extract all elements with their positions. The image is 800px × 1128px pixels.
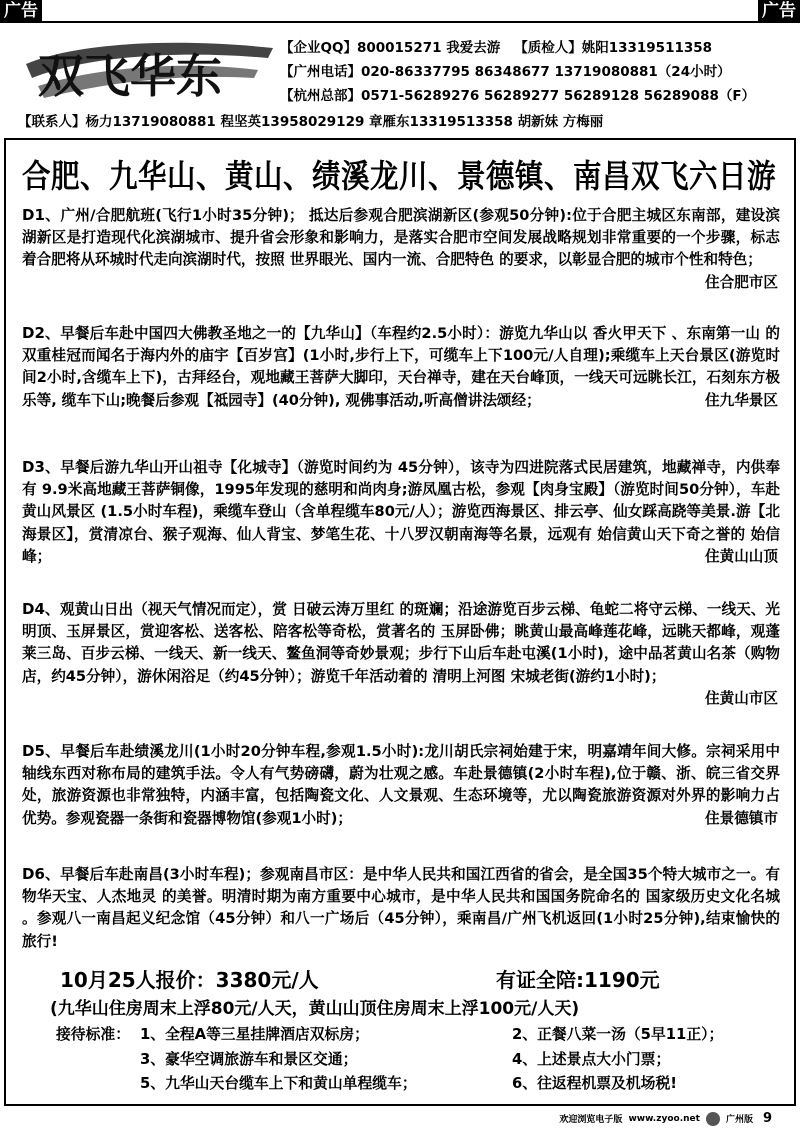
day-stay: 住九华景区	[705, 391, 778, 409]
qq-value: 800015271 我爱去游	[356, 40, 501, 56]
gz-phone-value: 020-86337795 86348677 13719080881（24小时）	[361, 64, 731, 80]
standard-item: 1、全程A等三星挂牌酒店双标房；	[140, 1026, 369, 1043]
people-value: 杨力13719080881 程坚英13958029129 章雁东13319513358 胡新妹 方梅丽	[85, 114, 604, 130]
day-text: ；游览千年活动着的 清明上河图 宋城老街(游约1小时)；	[296, 667, 666, 685]
ad-tag-right: 广告	[758, 0, 800, 22]
standards-label: 接待标准：	[56, 1026, 130, 1043]
day-label: D2、	[22, 324, 61, 342]
day-text: ：游览九华山以 香火甲天下 、东南第一山 的双重桂冠而闻名于海内外的庙宇	[22, 325, 780, 365]
brand-logo-text: 双飞华东	[38, 49, 222, 103]
day-text: ；游览西海景区、排云亭、仙女踩高跷等美景.游	[437, 503, 751, 521]
day-1	[22, 204, 780, 294]
day-highlight: 参观八一南昌起义纪念馆（45分钟）和八一广场后（45分钟）	[36, 910, 443, 928]
footer-text: 欢迎浏览电子版	[559, 1115, 623, 1125]
day-highlight: 【化城寺】（游览时间约为 45分钟）	[222, 459, 456, 476]
day-highlight: 车赴景德镇(2小时车程)	[453, 765, 611, 783]
day-stay: 住景德镇市	[705, 809, 778, 827]
day-highlight: 【北海景区】	[22, 503, 780, 543]
day-text: ，赏清凉台、猴子观海、仙人背宝、梦笔生花、十八罗汉朝南海等名景，远观有 始信黄山天下奇之誉的 始信峰；	[22, 525, 781, 565]
header	[18, 30, 782, 135]
day-highlight: 【百岁宫】(1小时,步行上下，可缆车上下100元/人自理);乘缆车上天台景区(游览时间2小时,含缆车上下)	[22, 347, 780, 387]
day-highlight: 车赴绩溪龙川(1小时20分钟车程,参观1.5小时)	[104, 743, 419, 760]
day-highlight: 车赴南昌(3小时车程)	[104, 866, 246, 883]
day-highlight: 晚餐后参观【祗园寺】(40分钟)	[126, 391, 335, 409]
day-text: ，古拜经台，观地藏王菩萨大脚印，天台禅寺，建在天台峰顶，一线天可远眺长江，石刻东方极乐等, 缆车下山;	[22, 369, 780, 409]
day-4	[22, 598, 780, 710]
day-text: 早餐后车赴中国四大佛教圣地之一的	[60, 325, 297, 342]
day-label: D5、	[22, 742, 61, 760]
day-highlight: 合肥滨湖新区(参观50分钟)	[383, 207, 567, 224]
day-6	[22, 863, 780, 953]
hz-hq-label: 【杭州总部】	[280, 88, 361, 104]
day-highlight: 【肉身宝殿】（游览时间50分钟）	[524, 481, 737, 499]
day-highlight: 【九华山】（车程约2.5小时）	[296, 325, 485, 342]
day-text: ，	[736, 481, 751, 499]
day-label: D1、	[22, 206, 61, 224]
day-2	[22, 322, 780, 412]
day-text: :龙川胡氏宗祠始建于宋，明嘉靖年间大修。宗祠采用中轴线东西对称布局的建筑手法。令人有气势磅礴，蔚为壮观之感。	[22, 743, 780, 783]
page-number: 9	[762, 1111, 772, 1126]
day-highlight: 参观瓷器一条街和瓷器博物馆(参观1小时)	[65, 809, 338, 827]
day-text: 早餐后	[60, 866, 105, 883]
contact-block	[280, 36, 782, 108]
day-text: ；参观南昌市区：是中华人民共和国江西省的省会，是全国35个特大城市之一。有 物华天宝、人杰地灵 的美誉。明清时期为南方重要中心城市，是中华人民共和国国务院命名的 国家级历史文化名城 。	[22, 866, 781, 928]
day-stay: 住合肥市区	[705, 273, 778, 291]
standard-item: 3、豪华空调旅游车和景区交通；	[140, 1050, 358, 1068]
day-text: 早餐后	[60, 743, 105, 760]
qq-label: 【企业QQ】	[280, 40, 357, 56]
day-text: 广州/合肥航班(飞行1小时35分钟)； 抵达后参观	[60, 207, 384, 224]
day-5	[22, 740, 780, 830]
footer-edition: 广州版	[725, 1115, 753, 1125]
day-text: , 观佛事活动,听高僧讲法颂经；	[334, 391, 541, 409]
day-label: D3、	[22, 458, 61, 476]
gz-phone-label: 【广州电话】	[280, 64, 361, 80]
day-text: ,位于赣、浙、皖三省交界处，旅游资源也非常独特，内涵丰富，包括陶瓷文化、人文景观、生态环境等，尤以陶瓷旅游资源对外界的影响力占优势。	[22, 765, 780, 827]
day-stay: 住黄山市区	[705, 689, 778, 707]
qc-value: 姚阳13319511358	[581, 40, 713, 56]
hz-hq-value: 0571-56289276 56289277 56289128 56289088（F）	[361, 88, 756, 104]
day-text: ，乘南昌/广州飞机返回(1小时25分钟),结束愉快的旅行!	[22, 910, 780, 950]
price-surcharge-note: (九华山住房周末上浮80元/人天，黄山山顶住房周末上浮100元/人天)	[50, 999, 580, 1019]
qc-label: 【质检人】	[514, 40, 582, 56]
contact-people	[18, 110, 603, 130]
day-text: ，该寺为四进院落式民居建筑，地藏禅寺，内供奉有 9.9米高地藏王菩萨铜像，1995年发现的慈明和尚肉身;游凤凰古松，参观	[22, 459, 780, 499]
standard-item: 5、九华山天台缆车上下和黄山单程缆车；	[140, 1075, 417, 1092]
brand-logo	[18, 34, 280, 112]
price-escort: 有证全陪:1190元	[496, 968, 660, 992]
day-text: 早餐后游九华山开山祖寺	[60, 459, 223, 476]
footer-emblem-icon	[706, 1112, 720, 1126]
day-highlight: 步行下山后车赴屯溪(1小时)，途中品茗黄山名茶（购物店，约45分钟），游休闲浴足（约45分钟）	[22, 645, 780, 685]
price-per-person: 10月25人报价：3380元/人	[60, 968, 319, 992]
service-standards	[56, 1023, 776, 1097]
page-footer	[559, 1111, 772, 1126]
day-label: D6、	[22, 865, 61, 883]
standard-item: 2、正餐八菜一汤（5早11正）；	[512, 1026, 724, 1043]
tour-title: 合肥、九华山、黄山、绩溪龙川、景德镇、南昌双飞六日游	[22, 157, 777, 195]
day-label: D4、	[22, 600, 60, 618]
people-label: 【联系人】	[18, 114, 86, 130]
standard-item: 6、往返程机票及机场税!	[512, 1075, 678, 1092]
footer-url[interactable]: www.zyoo.net	[628, 1113, 700, 1124]
ad-tag-left: 广告	[0, 0, 42, 22]
day-3	[22, 456, 780, 568]
top-divider	[0, 21, 800, 23]
day-text: ；	[337, 809, 352, 827]
day-text: 观黄山日出（视天气情况而定），赏 日破云涛万里红 的斑斓；沿途游览百步云梯、龟蛇二将守云梯、一线天、光明顶、玉屏景区，赏迎客松、送客松、陪客松等奇松，赏著名的 玉屏卧佛；眺黄山最高峰莲花峰，远眺天都峰，观蓬莱三岛、百步云梯、一线天、新一线天、鳌鱼洞等奇妙景观；	[22, 601, 781, 663]
day-highlight: 车赴黄山风景区 (1.5小时车程)，乘缆车登山（含单程缆车80元/人）	[22, 481, 780, 521]
day-text: :位于合肥主城区东南部，建设滨湖新区是打造现代化滨湖城市、提升省会形象和影响力，是落实合肥市空间发展战略规划非常重要的一个步骤，标志着合肥将从环城时代走向滨湖时代，按照 世界眼光、国内一流、合肥特色 的要求，以彰显合肥的城市个性和特色；	[22, 207, 781, 269]
standard-item: 4、上述景点大小门票；	[512, 1050, 671, 1068]
day-stay: 住黄山山顶	[705, 547, 778, 565]
